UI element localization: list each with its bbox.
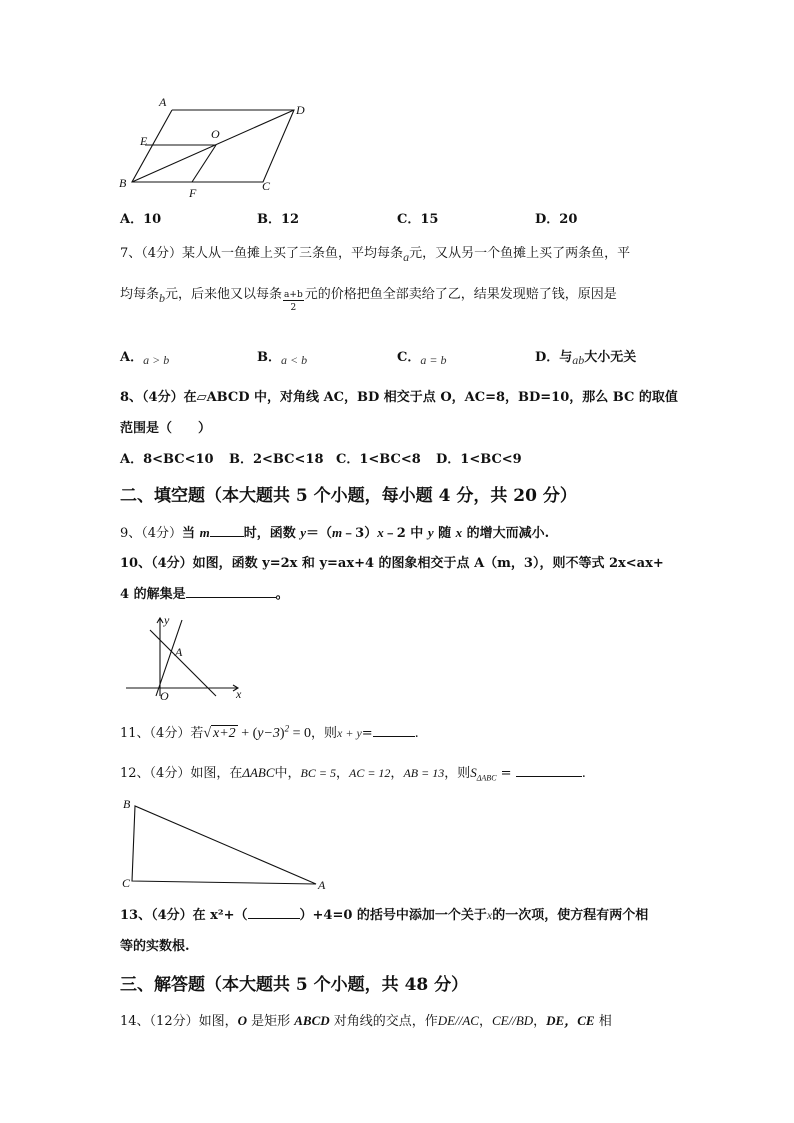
parallelogram-figure	[110, 92, 320, 204]
q7-option-c: C．a = b	[397, 350, 447, 367]
q8-line2: 范围是（ ）	[120, 421, 212, 436]
q7-option-a: A．a > b	[120, 350, 170, 367]
fraction: $\frac{a+b}{2}$	[284, 290, 303, 313]
q8-option-a: A．8<BC<10	[120, 452, 214, 467]
label-f: F	[189, 186, 197, 200]
label-e: E	[140, 134, 148, 148]
triangle-figure	[120, 796, 336, 894]
q7-option-d: D．与ab大小无关	[535, 350, 637, 367]
q10-line1: 10、（4分）如图，函数 y=2x 和 y=ax+4 的图象相交于点 A（m，3），则不等式 2x<ax+	[120, 556, 664, 571]
q11-equation: √ $x+2 + (y-3)^2 = 0$	[203, 723, 311, 741]
label-a: A	[159, 95, 167, 109]
q8-option-b: B．2<BC<18	[229, 452, 324, 467]
q11-text: 11、（4分）若√ $x+2 + (y-3)^2 = 0$，则x + y= .	[120, 723, 419, 741]
q6-option-c: C．15	[397, 212, 439, 227]
q14-text: 14、（12分）如图，O 是矩形 ABCD 对角线的交点，作DE//AC，CE//BD，DE，CE 相	[120, 1013, 612, 1029]
label-d: D	[296, 103, 305, 117]
q10-blank[interactable]	[186, 585, 276, 598]
q13-line1: 13、（4分）在 x²+（ ）+4=0 的括号中添加一个关于x的一次项，使方程有两个相	[120, 908, 649, 923]
q8-line1: 8、（4分）在▱ABCD 中，对角线 AC，BD 相交于点 O，AC=8，BD=10，那么 BC 的取值	[120, 390, 678, 405]
label-o: O	[211, 127, 220, 141]
label-c: C	[262, 179, 271, 193]
label-b: B	[119, 176, 127, 190]
q13-line2: 等的实数根.	[120, 939, 190, 954]
q7-line2: 均每条b元，后来他又以每条 $\frac{a+b}{2}$ 元的价格把鱼全部卖给了乙，结果发现赔了钱，原因是	[120, 283, 617, 305]
q13-blank[interactable]	[248, 906, 300, 919]
label-b: B	[123, 797, 131, 811]
label-a: A	[318, 878, 326, 892]
q9-text: 9、（4分）当 m 时，函数 y＝（m﹣3）x﹣2 中 y 随 x 的增大而减小.	[120, 525, 550, 541]
q6-option-d: D．20	[535, 212, 578, 227]
q6-option-b: B．12	[257, 212, 300, 227]
q7-option-b: B．a < b	[257, 350, 308, 367]
q12-text: 12、（4分）如图，在ΔABC中，BC = 5，AC = 12，AB = 13，则$S_{\Delta ABC}$ = .	[120, 765, 586, 783]
q9-blank[interactable]	[210, 524, 244, 537]
label-o: O	[160, 689, 169, 700]
label-c: C	[122, 876, 131, 890]
section-3-heading: 三、解答题（本大题共 5 个小题，共 48 分）	[120, 975, 469, 995]
label-a: A	[175, 645, 183, 659]
function-graph-figure	[122, 612, 250, 700]
q10-line2: 4 的解集是 。	[120, 587, 289, 602]
q7-line1: 7、（4分）某人从一鱼摊上买了三条鱼，平均每条a元，又从另一个鱼摊上买了两条鱼，平	[120, 246, 631, 264]
label-x: x	[236, 687, 242, 700]
section-2-heading: 二、填空题（本大题共 5 个小题，每小题 4 分，共 20 分）	[120, 486, 577, 506]
q8-option-d: D．1<BC<9	[436, 452, 522, 467]
q6-option-a: A．10	[120, 212, 162, 227]
q12-blank[interactable]	[516, 764, 582, 777]
q11-blank[interactable]	[373, 724, 415, 737]
q8-option-c: C．1<BC<8	[336, 452, 421, 467]
label-y: y	[164, 613, 170, 627]
